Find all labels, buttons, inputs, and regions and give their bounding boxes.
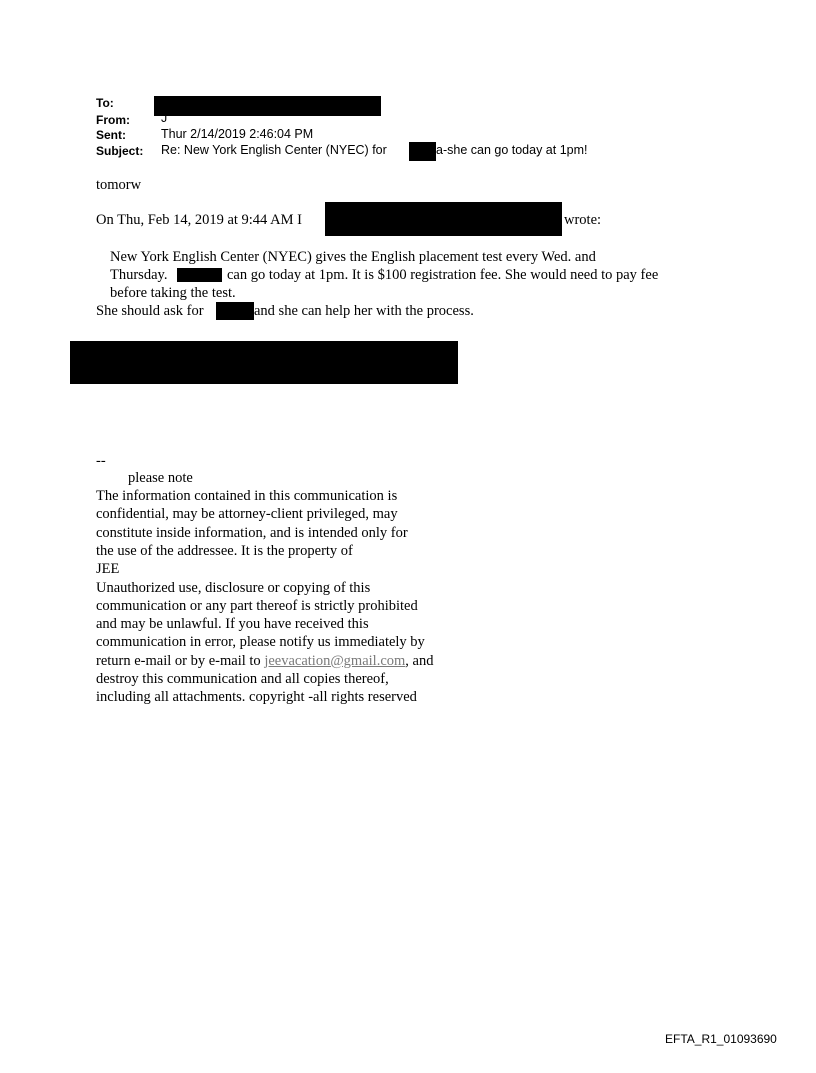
- sent-label: Sent:: [96, 128, 126, 142]
- subject-label: Subject:: [96, 144, 144, 158]
- quote-line-2-suffix: can go today at 1pm. It is $100 registration fee. She would need to pay fee: [227, 267, 659, 283]
- to-label: To:: [96, 96, 114, 110]
- disclaimer-line: destroy this communication and all copies thereof,: [96, 671, 389, 687]
- signature-dashes: --: [96, 453, 106, 469]
- contact-redaction: [216, 302, 254, 320]
- from-label: From:: [96, 113, 130, 127]
- sender-redaction: [325, 202, 562, 236]
- document-id: EFTA_R1_01093690: [665, 1032, 777, 1046]
- quote-line-2-prefix: Thursday.: [110, 267, 168, 283]
- quote-line-1: New York English Center (NYEC) gives the English placement test every Wed. and: [110, 249, 596, 265]
- disclaimer-line: the use of the addressee. It is the property of: [96, 542, 353, 559]
- disclaimer-line: communication in error, please notify us immediately by: [96, 634, 425, 651]
- disclaimer-line: communication or any part thereof is strictly prohibited: [96, 597, 418, 614]
- block-redaction: [70, 341, 458, 384]
- name-redaction: [177, 268, 222, 282]
- subject-suffix: a-she can go today at 1pm!: [436, 143, 588, 157]
- disclaimer-line: The information contained in this communication is: [96, 488, 398, 504]
- subject-prefix: Re: New York English Center (NYEC) for: [161, 143, 387, 157]
- subject-redaction: [409, 142, 436, 161]
- ask-prefix: She should ask for: [96, 303, 204, 319]
- email-prefix: return e-mail or by e-mail to: [96, 652, 265, 669]
- reply-text: tomorw: [96, 177, 142, 193]
- disclaimer-line: Unauthorized use, disclosure or copying of this: [96, 579, 371, 596]
- ask-suffix: and she can help her with the process.: [254, 303, 474, 319]
- sent-value: Thur 2/14/2019 2:46:04 PM: [161, 127, 314, 141]
- disclaimer-line: confidential, may be attorney-client privileged, may: [96, 506, 398, 523]
- disclaimer-line: constitute inside information, and is intended only for: [96, 524, 408, 541]
- email-suffix: , and: [405, 652, 434, 669]
- disclaimer-line: and may be unlawful. If you have received this: [96, 616, 369, 633]
- quote-intro-suffix: wrote:: [564, 212, 602, 228]
- to-redaction: [154, 96, 381, 116]
- quote-line-3: before taking the test.: [110, 285, 236, 301]
- disclaimer-line: including all attachments. copyright -all rights reserved: [96, 689, 417, 706]
- from-value: J: [161, 111, 168, 125]
- quote-intro-prefix: On Thu, Feb 14, 2019 at 9:44 AM I: [96, 212, 302, 228]
- disclaimer-line: JEE: [96, 561, 120, 578]
- signature-note: please note: [128, 470, 193, 486]
- email-link[interactable]: jeevacation@gmail.com: [264, 652, 406, 669]
- disclaimer-email-line: [96, 652, 433, 670]
